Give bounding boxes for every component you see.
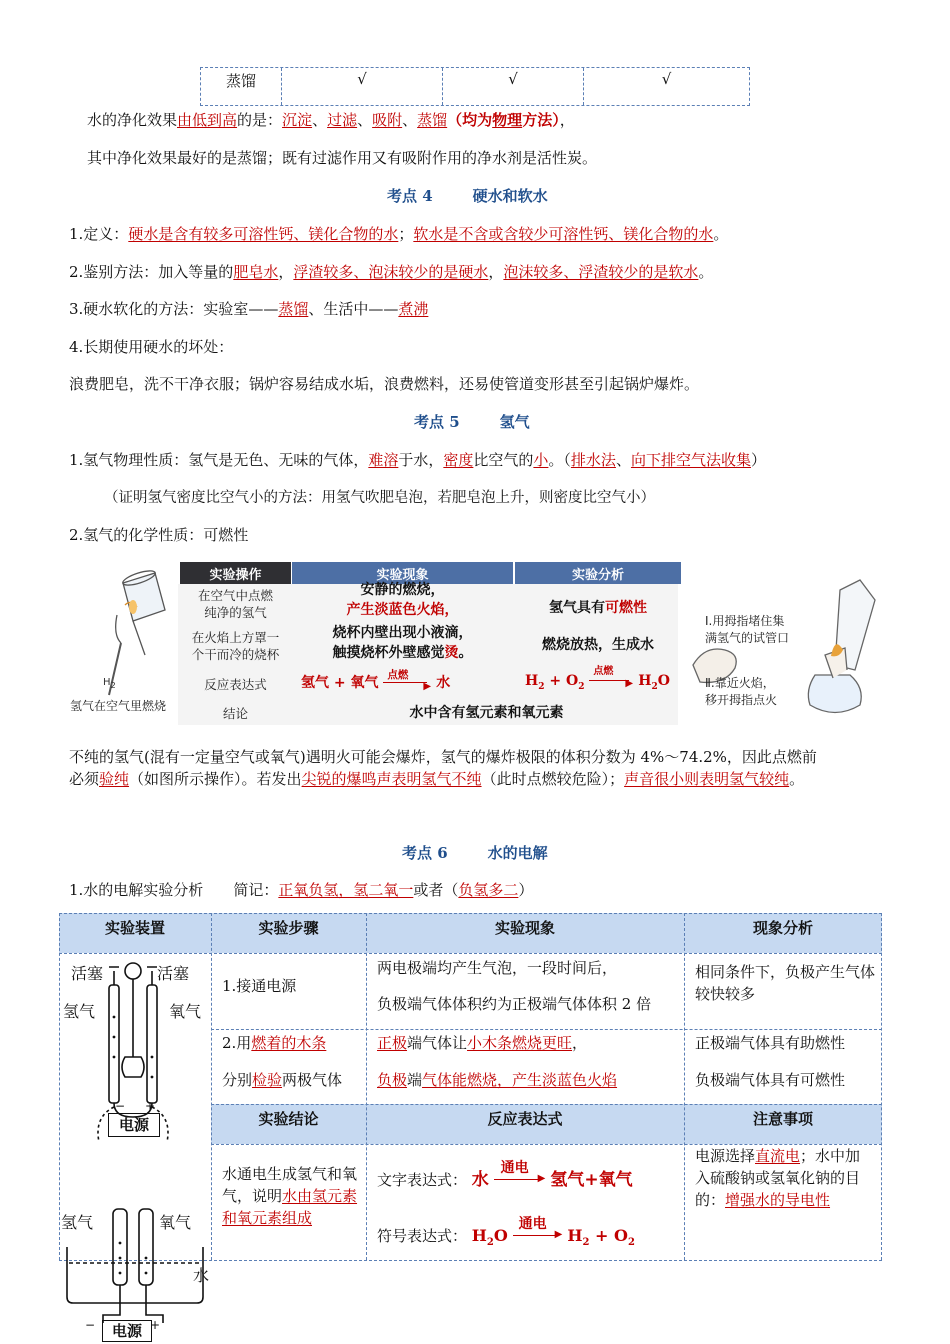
- impure-hydrogen-line-1: 不纯的氢气(混有一定量空气或氧气)遇明火可能会爆炸，氢气的爆炸极限的体积分数为 4%～74.2%，因此点燃前: [69, 748, 817, 766]
- purity-step-1: Ⅰ.用拇指堵住集 满氢气的试管口: [705, 614, 790, 645]
- left-caption: 氢气在空气里燃烧: [70, 699, 167, 713]
- phenomenon-2a: 正极端气体让小木条燃烧更旺，: [377, 1034, 588, 1052]
- stopcock-label-right: 活塞: [157, 964, 190, 983]
- header-analysis: 现象分析: [684, 913, 882, 953]
- oxygen-label-2: 氧气: [159, 1213, 192, 1232]
- analysis-1: 氢气具有可燃性: [549, 600, 647, 616]
- hydrogen-density-proof: （证明氢气密度比空气小的方法：用氢气吹肥皂泡，若肥皂泡上升，则密度比空气小）: [104, 490, 655, 506]
- minus-label-2: −: [85, 1318, 96, 1332]
- minus-label: −: [115, 1099, 126, 1113]
- impure-hydrogen-line-2: 必须验纯（如图所示操作）。若发出尖锐的爆鸣声表明氢气不纯（此时点燃较危险）；声音很小则表明氢气较纯。: [69, 770, 805, 788]
- phenomenon-2b: 负极端气体能燃烧，产生淡蓝色火焰: [377, 1071, 618, 1089]
- conclusion: 水中含有氢元素和氧元素: [409, 705, 564, 721]
- phenomenon-1b: 负极端气体体积约为正极端气体体积 2 倍: [377, 995, 652, 1013]
- plus-label: +: [145, 1099, 156, 1113]
- section-title-5: 考点 5 氢气: [414, 413, 530, 431]
- hard-water-harm-text: 浪费肥皂，洗不干净衣服；锅炉容易结成水垢，浪费燃料，还易使管道变形甚至引起锅炉爆炸。: [69, 375, 700, 393]
- header-apparatus: 实验装置: [59, 913, 211, 953]
- notes-text: 电源选择直流电；水中加入硫酸钠或氢氧化钠的目的：增强水的导电性: [695, 1147, 861, 1209]
- operation-2: 在火焰上方罩一 个干而冷的烧杯: [191, 630, 280, 662]
- hydrogen-burning-illustration: [65, 555, 177, 700]
- phenomenon-3: 烧杯内壁出现小液滴，: [332, 625, 473, 641]
- distillation-table-row: [200, 67, 750, 106]
- symbol-expression: 符号表达式： $H_2O$ 通电 ▶ $H_2 + O_2$: [377, 1216, 635, 1249]
- analysis-1: 相同条件下，负极产生气体较快较多: [695, 963, 876, 1003]
- phenomenon-2: 产生淡蓝色火焰，: [346, 602, 459, 618]
- plus-label-2: +: [150, 1318, 161, 1332]
- step-2b: 分别检验两极气体: [222, 1071, 343, 1089]
- stopcock-label-left: 活塞: [71, 964, 104, 983]
- section-title-4: 考点 4 硬水和软水: [387, 187, 548, 205]
- hard-water-harm-title: 4.长期使用硬水的坏处：: [69, 338, 234, 356]
- hydrogen-label-2: 氢气: [61, 1213, 94, 1232]
- hard-water-definition: 1.定义：硬水是含有较多可溶性钙、镁化合物的水；软水是不含或含较少可溶性钙、镁化合物的水。: [69, 225, 729, 243]
- h2-label: $H_2$: [103, 677, 116, 690]
- header-phenomenon: 实验现象: [292, 562, 513, 584]
- power-supply-label: 电源: [108, 1113, 160, 1137]
- analysis-2: 燃烧放热，生成水: [542, 637, 654, 653]
- hydrogen-combustion-figure: [65, 555, 885, 725]
- purification-line-2: 其中净化效果最好的是蒸馏；既有过滤作用又有吸附作用的净水剂是活性炭。: [87, 149, 598, 167]
- electrolysis-mnemonic: 1.水的电解实验分析 简记：正氧负氢，氢二氧一或者（负氢多二）: [69, 881, 534, 899]
- header-operation: 实验操作: [180, 562, 291, 584]
- symbol-equation: $H_2 + O_2$ 点燃 ▶ $H_2O$: [525, 666, 670, 692]
- header-conclusion: 实验结论: [211, 1104, 366, 1144]
- check-cell: √: [661, 70, 672, 88]
- purification-line-1: 水的净化效果由低到高的是：沉淀、过滤、吸附、蒸馏（均为物理方法），: [87, 111, 575, 129]
- table-cell-label: 蒸馏: [201, 68, 282, 105]
- check-cell: √: [282, 68, 443, 105]
- hard-water-identification: 2.鉴别方法：加入等量的肥皂水，浮渣较多、泡沫较少的是硬水，泡沫较多、浮渣较少的是软水。: [69, 263, 714, 281]
- header-analysis: 实验分析: [515, 562, 681, 584]
- power-supply-label-2: 电源: [102, 1320, 152, 1342]
- check-cell: √: [443, 68, 584, 105]
- hydrogen-chemical-properties: 2.氢气的化学性质：可燃性: [69, 526, 249, 544]
- step-2a: 2.用燃着的木条: [222, 1034, 327, 1052]
- purity-step-2: Ⅱ.靠近火焰， 移开拇指点火: [705, 676, 778, 707]
- hard-water-softening: 3.硬水软化的方法：实验室——蒸馏、生活中——煮沸: [69, 300, 429, 318]
- phenomenon-4: 触摸烧杯外壁感觉烫。: [332, 645, 473, 661]
- phenomenon-1a: 两电极端均产生气泡，一段时间后，: [377, 959, 618, 977]
- oxygen-label: 氧气: [169, 1002, 202, 1021]
- step-1: 1.接通电源: [222, 977, 297, 995]
- phenomenon-1: 安静的燃烧，: [360, 582, 445, 598]
- analysis-2a: 正极端气体具有助燃性: [695, 1034, 846, 1052]
- operation-1: 在空气中点燃 纯净的氢气: [197, 588, 273, 620]
- hydrogen-label: 氢气: [63, 1002, 96, 1021]
- analysis-2b: 负极端气体具有可燃性: [695, 1071, 846, 1089]
- header-steps: 实验步骤: [211, 913, 366, 953]
- word-expression: 文字表达式： 水 通电 ▶ 氢气+氧气: [377, 1160, 633, 1190]
- section-title-6: 考点 6 水的电解: [402, 844, 548, 862]
- header-notes: 注意事项: [684, 1104, 882, 1144]
- operation-4: 结论: [222, 706, 248, 721]
- header-expression: 反应表达式: [366, 1104, 684, 1144]
- electrolysis-table: [59, 913, 882, 1285]
- water-label: 水: [193, 1266, 210, 1285]
- operation-3: 反应表达式: [204, 677, 267, 692]
- header-phenomena: 实验现象: [366, 913, 684, 953]
- conclusion-text: 水通电生成氢气和氧气，说明水由氢元素和氧元素组成: [222, 1165, 358, 1227]
- hydrogen-physical-properties: 1.氢气物理性质：氢气是无色、无味的气体，难溶于水，密度比空气的小。（排水法、向下排空气法收集）: [69, 451, 766, 469]
- word-equation: 氢气 + 氧气 点燃 ▶ 水: [301, 669, 451, 692]
